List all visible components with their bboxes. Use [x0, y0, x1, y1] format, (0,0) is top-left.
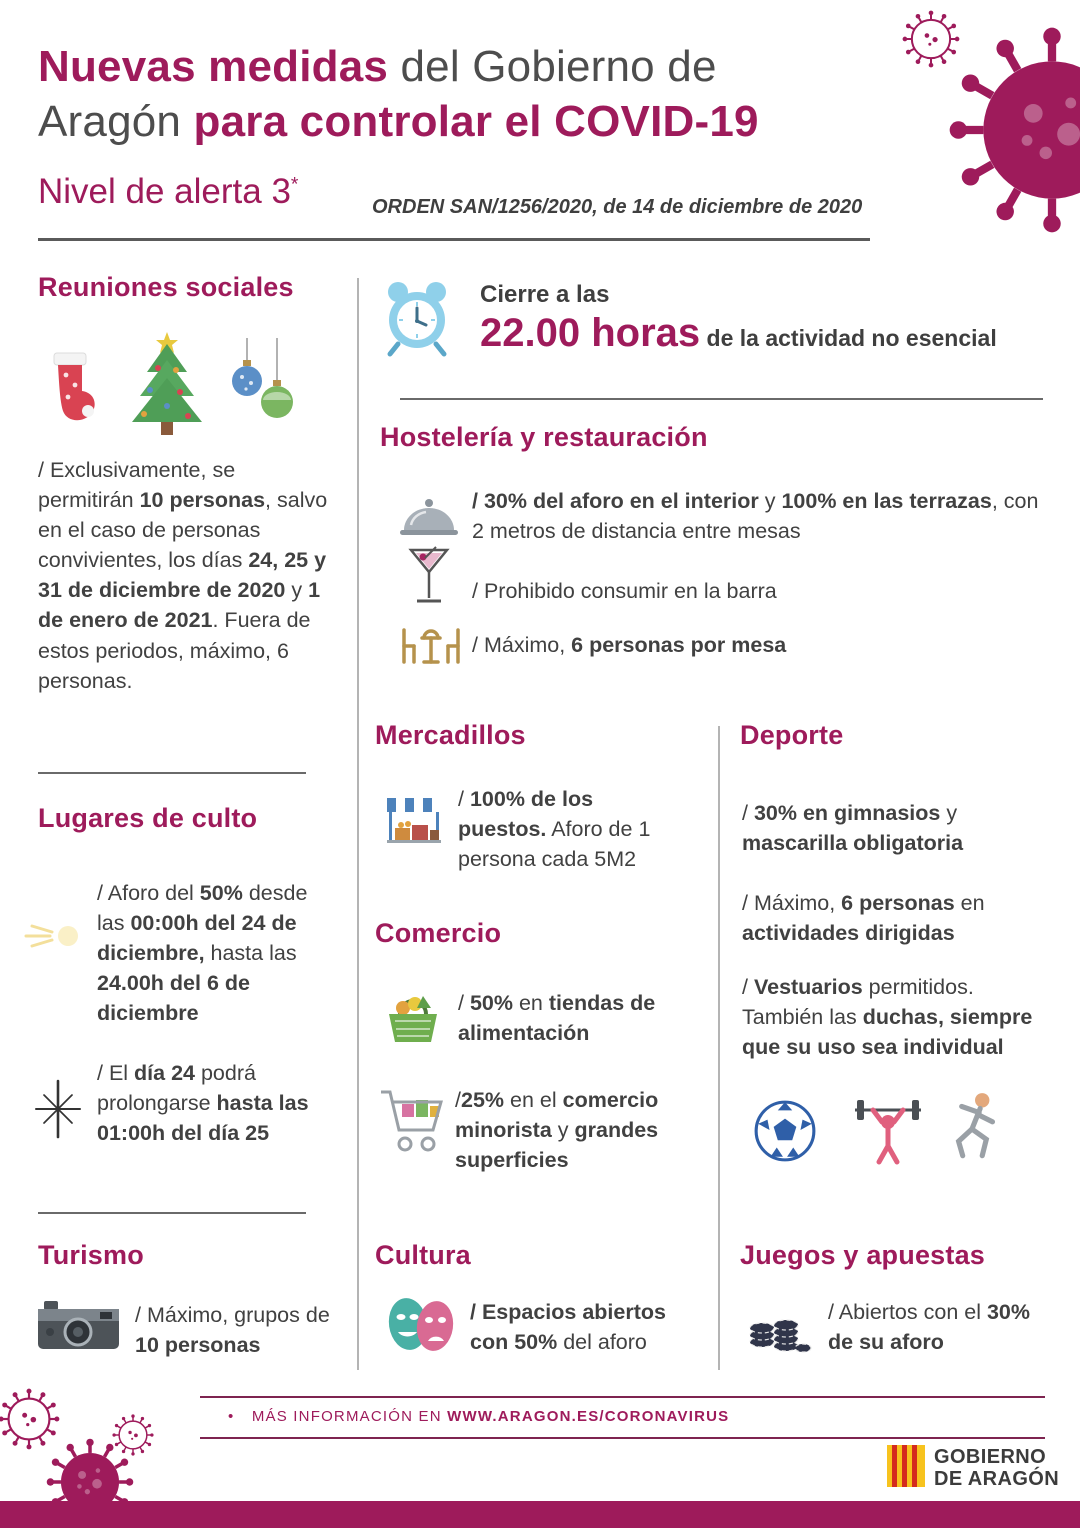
- deporte-item-3: / Vestuarios permitidos. También las duchas, siempre que su uso sea individual: [742, 975, 1033, 1060]
- camera-icon: [36, 1295, 121, 1353]
- theater-masks-icon: [382, 1292, 460, 1356]
- footer-divider-bottom: [200, 1437, 1045, 1439]
- more-info: [228, 1408, 729, 1425]
- section-title-deporte: Deporte: [740, 720, 844, 750]
- divider: [38, 772, 306, 774]
- market-stall-icon: [383, 790, 445, 852]
- hosteleria-item-3: / Máximo, 6 personas por mesa: [472, 633, 787, 657]
- cocktail-icon: [408, 546, 450, 608]
- mercadillos-body: / 100% de los puestos. Aforo de 1 persona cada 5M2: [458, 787, 651, 872]
- hosteleria-item-1: / 30% del aforo en el interior y 100% en las terrazas, con 2 metros de distancia entre mesas: [472, 489, 1039, 544]
- alert-level-text: Nivel de alerta 3: [38, 172, 291, 211]
- column-divider: [357, 278, 359, 1370]
- christmas-baubles-icon: [225, 338, 300, 438]
- alert-level: [38, 172, 298, 212]
- divider: [38, 1212, 306, 1214]
- section-title-hosteleria: Hostelería y restauración: [380, 422, 708, 452]
- section-title-comercio: Comercio: [375, 918, 502, 948]
- order-reference: ORDEN SAN/1256/2020, de 14 de diciembre de 2020: [372, 196, 863, 218]
- header-divider: [38, 238, 870, 241]
- aragon-flag-icon: [886, 1443, 926, 1489]
- section-title-mercadillos: Mercadillos: [375, 720, 526, 750]
- alert-asterisk: *: [290, 174, 299, 196]
- coronavirus-url-link[interactable]: WWW.ARAGON.ES/CORONAVIRUS: [447, 1408, 730, 1425]
- runner-icon: [945, 1090, 1003, 1166]
- deporte-item-2: / Máximo, 6 personas en actividades dirigidas: [742, 891, 985, 946]
- serving-dish-icon: [398, 492, 460, 542]
- deporte-item-1: / 30% en gimnasios y mascarilla obligatoria: [742, 801, 964, 856]
- candle-light-icon: [22, 915, 94, 957]
- alarm-clock-icon: [378, 278, 456, 360]
- section-title-reuniones: Reuniones sociales: [38, 272, 294, 302]
- section-title-culto: Lugares de culto: [38, 803, 258, 833]
- juegos-body: / Abiertos con el 30% de su aforo: [828, 1300, 1030, 1355]
- cultura-body: / Espacios abiertos con 50% del aforo: [470, 1300, 666, 1355]
- section-title-cultura: Cultura: [375, 1240, 471, 1270]
- column-divider: [718, 726, 720, 1370]
- closure-notice: [480, 281, 1048, 356]
- section-title-juegos: Juegos y apuestas: [740, 1240, 986, 1270]
- closure-intro: Cierre a las: [480, 281, 610, 308]
- weightlifter-icon: [850, 1092, 926, 1166]
- bottom-bar: [0, 1501, 1080, 1528]
- comercio-item-1: / 50% en tiendas de alimentación: [458, 991, 656, 1046]
- bullet: •: [228, 1408, 235, 1425]
- divider: [400, 398, 1043, 400]
- hosteleria-item-2: / Prohibido consumir en la barra: [472, 579, 777, 603]
- section-title-turismo: Turismo: [38, 1240, 144, 1270]
- shopping-cart-icon: [378, 1082, 446, 1158]
- gov-line-1: GOBIERNO: [934, 1446, 1047, 1468]
- reuniones-body: / Exclusivamente, se permitirán 10 personas, salvo en el caso de personas convivientes, los días 24, 25 y 31 de diciembre de 2020 y 1 de enero de 2021. Fuera de estos periodos, máximo, 6 personas.: [38, 458, 328, 693]
- grocery-basket-icon: [383, 988, 443, 1046]
- more-info-label: MÁS INFORMACIÓN EN: [251, 1408, 448, 1425]
- page-title: Nuevas medidas del Gobierno de Aragón para controlar el COVID-19: [38, 42, 759, 146]
- virus-small-icon: [112, 1414, 154, 1456]
- poker-chips-icon: [748, 1298, 812, 1354]
- footer-divider-top: [200, 1396, 1045, 1398]
- christmas-tree-icon: [120, 332, 215, 437]
- table-chairs-icon: [400, 624, 462, 666]
- closure-scope: de la actividad no esencial: [700, 325, 997, 351]
- turismo-body: / Máximo, grupos de 10 personas: [135, 1303, 330, 1358]
- christmas-stocking-icon: [44, 345, 99, 430]
- gov-line-2: DE ARAGÓN: [934, 1468, 1060, 1491]
- closure-time: 22.00 horas: [480, 311, 701, 355]
- culto-item-1: / Aforo del 50% desde las 00:00h del 24 de diciembre, hasta las 24.00h del 6 de diciembre: [97, 881, 308, 1026]
- government-logo-text: [934, 1446, 1059, 1491]
- culto-item-2: / El día 24 podrá prolongarse hasta las 01:00h del día 25: [97, 1061, 309, 1146]
- comercio-item-2: /25% en el comercio minorista y grandes superficies: [455, 1088, 659, 1173]
- soccer-ball-icon: [752, 1098, 818, 1164]
- virus-icon: [948, 26, 1080, 234]
- star-icon: [30, 1078, 86, 1140]
